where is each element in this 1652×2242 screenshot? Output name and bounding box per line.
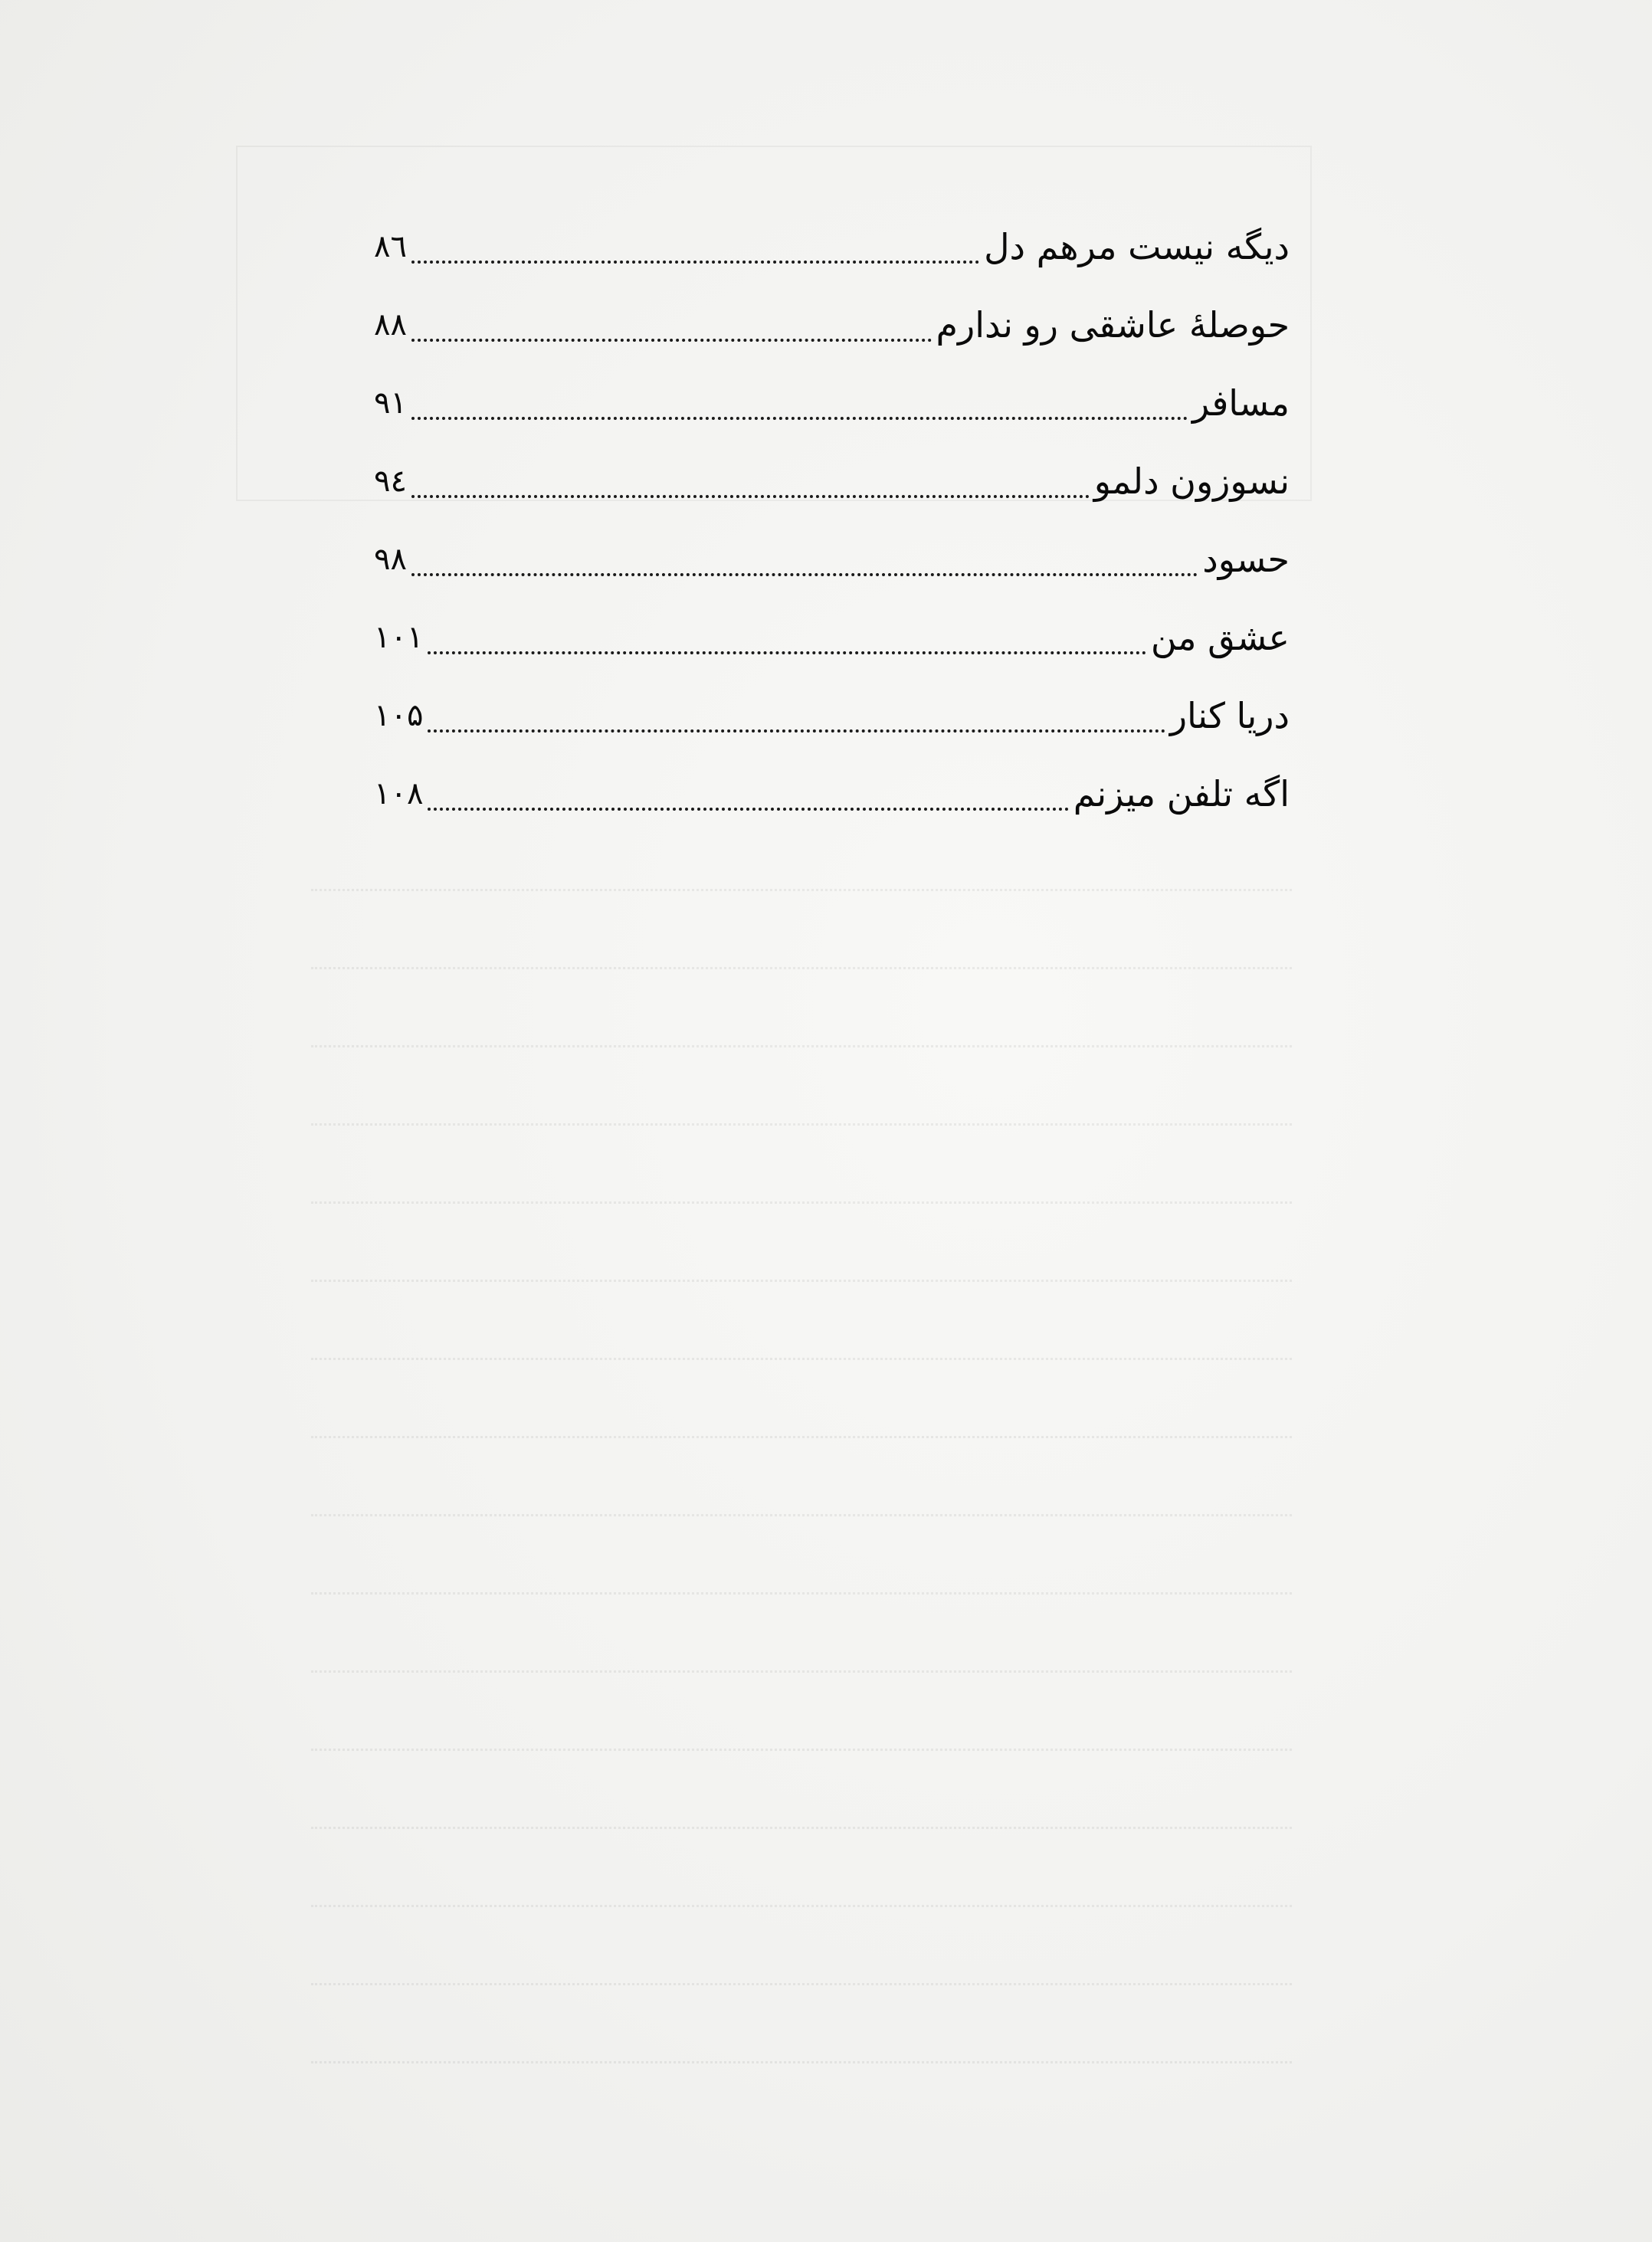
dot-leader — [411, 417, 1188, 420]
toc-entry-title: اگه تلفن میزنم — [1073, 773, 1290, 815]
dot-leader — [428, 729, 1165, 733]
toc-entry — [374, 529, 1290, 590]
toc-entry-page-number: ۱۰۱ — [374, 620, 424, 655]
toc-entry — [374, 451, 1290, 512]
toc-entry — [374, 372, 1290, 434]
dot-leader — [428, 808, 1068, 811]
toc-entry — [374, 216, 1290, 277]
toc-entry-page-number: ۹٤ — [374, 464, 407, 499]
toc-entry — [374, 685, 1290, 746]
toc-entry-page-number: ۸۸ — [374, 307, 407, 343]
toc-entry-title: حوصلهٔ عاشقی رو ندارم — [936, 304, 1290, 346]
toc-entry-page-number: ۹۱ — [374, 385, 407, 421]
toc-entry-page-number: ۱۰۵ — [374, 698, 424, 733]
toc-entry-title: حسود — [1202, 539, 1290, 580]
toc-entry-page-number: ۱۰۸ — [374, 776, 424, 811]
toc-entry-title: دیگه نیست مرهم دل — [984, 226, 1290, 267]
toc-entry-page-number: ۸٦ — [374, 229, 407, 264]
toc-entry-title: مسافر — [1191, 382, 1290, 424]
toc-entry-page-number: ۹۸ — [374, 542, 407, 577]
toc-entry — [374, 294, 1290, 356]
dot-leader — [411, 339, 932, 342]
toc-entry-title: عشق من — [1150, 617, 1290, 658]
toc-entry-title: نسوزون دلمو — [1093, 461, 1290, 502]
dot-leader — [411, 261, 979, 264]
dot-leader — [411, 495, 1090, 498]
dot-leader — [428, 651, 1146, 654]
dot-leader — [411, 573, 1198, 576]
toc-entry-title: دریا کنار — [1169, 695, 1290, 736]
toc-entry — [374, 607, 1290, 668]
toc-entry — [374, 763, 1290, 824]
